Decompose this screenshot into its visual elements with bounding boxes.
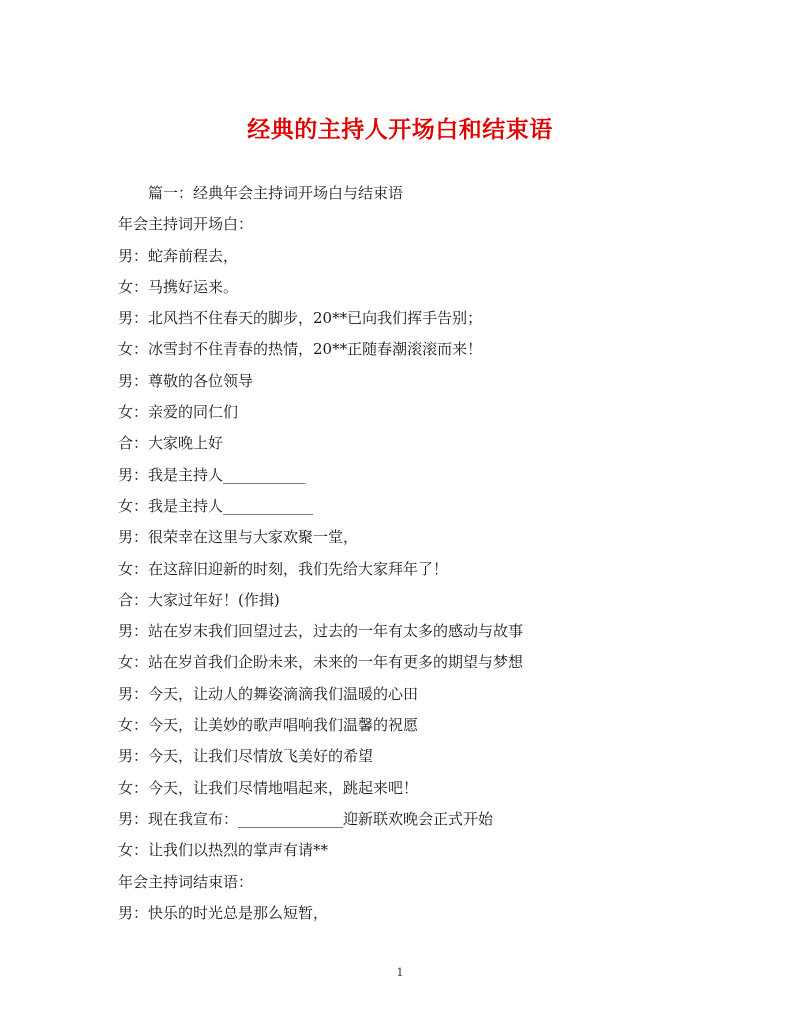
script-line: 男：站在岁末我们回望过去，过去的一年有太多的感动与故事: [118, 622, 524, 641]
script-line: 男：今天，让动人的舞姿滴滴我们温暖的心田: [118, 684, 419, 703]
script-line: 男：很荣幸在这里与大家欢聚一堂，: [118, 528, 359, 547]
script-line: 女：我是主持人____________: [118, 496, 314, 515]
script-line: 男：快乐的时光总是那么短暂，: [118, 903, 329, 922]
script-line: 男：北风挡不住春天的脚步，20**已向我们挥手告别；: [118, 309, 483, 328]
script-line: 女：冰雪封不住青春的热情，20**正随春潮滚滚而来！: [118, 340, 483, 359]
script-line: 女：在这辞旧迎新的时刻，我们先给大家拜年了！: [118, 559, 449, 578]
script-line: 女：亲爱的同仁们: [118, 403, 239, 422]
script-line: 女：马携好运来。: [118, 277, 239, 296]
script-line: 合：大家晚上好: [118, 434, 224, 453]
script-line: 男：我是主持人___________: [118, 465, 306, 484]
subsection-heading-closing: 年会主持词结束语：: [118, 872, 254, 891]
script-line: 合：大家过年好！(作揖): [118, 590, 280, 609]
script-line: 男：今天，让我们尽情放飞美好的希望: [118, 747, 374, 766]
script-line: 男：现在我宣布：______________迎新联欢晚会正式开始: [118, 809, 494, 828]
script-line: 女：让我们以热烈的掌声有请**: [118, 841, 329, 860]
script-line: 女：今天，让我们尽情地唱起来，跳起来吧！: [118, 778, 419, 797]
script-line: 女：今天，让美妙的歌声唱响我们温馨的祝愿: [118, 716, 419, 735]
script-line: 女：站在岁首我们企盼未来，未来的一年有更多的期望与梦想: [118, 653, 524, 672]
subsection-heading-opening: 年会主持词开场白：: [118, 215, 254, 234]
document-title: 经典的主持人开场白和结束语: [247, 116, 553, 143]
script-line: 男：尊敬的各位领导: [118, 371, 254, 390]
page-number: 1: [396, 966, 404, 979]
section-heading: 篇一：经典年会主持词开场白与结束语: [148, 184, 404, 202]
document-body: [118, 178, 698, 929]
script-line: 男：蛇奔前程去，: [118, 246, 239, 265]
